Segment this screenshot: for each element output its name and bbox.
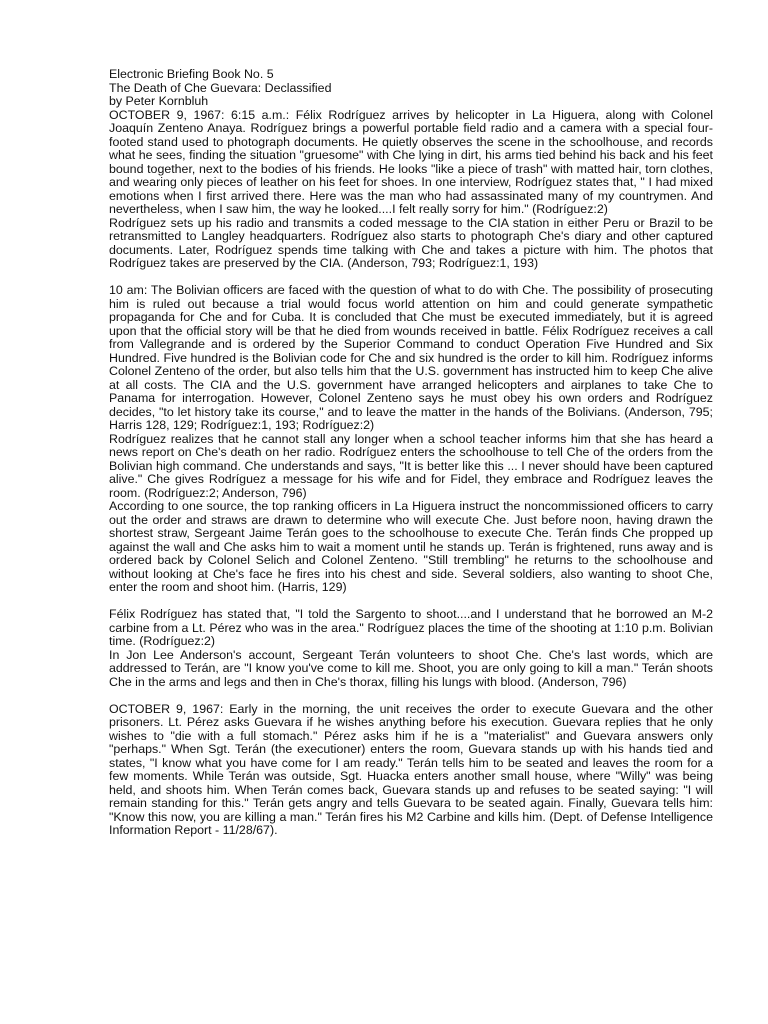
paragraph-arrival: OCTOBER 9, 1967: 6:15 a.m.: Félix Rodríguez arrives by helicopter in La Higuera, along with Colonel Joaquín Zenteno Anaya. Rodríguez brings a powerful portable field radio and a camera with a special four-footed stand used to photograph documents. He quietly observes the scene in the schoolhouse, and records what he sees, finding the situation "gruesome" with Che lying in dirt, his arms tied behind his back and his feet bound together, next to the bodies of his friends. He looks "like a piece of trash" with matted hair, torn clothes, and wearing only pieces of leather on his feet for shoes. In one interview, Rodríguez states that, " I had mixed emotions when I first arrived there. Here was the man who had assassinated many of my countrymen. And nevertheless, when I saw him, the way he looked....I felt really sorry for him." (Rodríguez:2)	[109, 107, 713, 216]
paragraph-gap	[109, 689, 713, 703]
author-byline: by Peter Kornbluh	[109, 94, 209, 108]
paragraph-gap	[109, 595, 713, 609]
paragraph-ten-am-decision: 10 am: The Bolivian officers are faced with the question of what to do with Che. The possibility of prosecuting him is ruled out because a trial would focus world attention on him and could generate sympathetic propaganda for Che and for Cuba. It is concluded that Che must be executed immediately, but it is agreed upon that the official story will be that he died from wounds received in battle. Félix Rodríguez receives a call from Vallegrande and is ordered by the Superior Command to conduct Operation Five Hundred and Six Hundred. Five hundred is the Bolivian code for Che and six hundred is the order to kill him. Rodríguez informs Colonel Zenteno of the order, but also tells him that the U.S. government has instructed him to keep Che alive at all costs. The CIA and the U.S. government have arranged helicopters and airplanes to take Che to Panama for interrogation. However, Colonel Zenteno says he must obey his own orders and Rodríguez decides, "to let history take its course," and to leave the matter in the hands of the Bolivians. (Anderson, 795; Harris 128, 129; Rodríguez:1, 193; Rodríguez:2)	[109, 283, 713, 432]
paragraph-rodriguez-statement: Félix Rodríguez has stated that, "I told the Sargento to shoot....and I understand that he borrowed an M-2 carbine from a Lt. Pérez who was in the area." Rodríguez places the time of the shooting at 1:10 p.m. Bolivian time. (Rodríguez:2)	[109, 607, 713, 648]
document-page	[109, 68, 713, 838]
paragraph-anderson-account: In Jon Lee Anderson's account, Sergeant Terán volunteers to shoot Che. Che's last words, which are addressed to Terán, are "I know you've come to kill me. Shoot, you are only going to kill a man." Terán shoots Che in the arms and legs and then in Che's thorax, filling his lungs with blood. (Anderson, 796)	[109, 647, 713, 689]
briefing-book-series: Electronic Briefing Book No. 5	[109, 67, 274, 81]
paragraph-school-teacher: Rodríguez realizes that he cannot stall any longer when a school teacher informs him that she has heard a news report on Che's death on her radio. Rodríguez enters the schoolhouse to tell Che of the orders from the Bolivian high command. Che understands and says, "It is better like this ... I never should have been captured alive." Che gives Rodríguez a message for his wife and for Fidel, they embrace and Rodríguez leaves the room. (Rodríguez:2; Anderson, 796)	[109, 431, 713, 500]
document-title: The Death of Che Guevara: Declassified	[109, 80, 332, 95]
paragraph-gap	[109, 271, 713, 285]
paragraph-radio-photos: Rodríguez sets up his radio and transmits a coded message to the CIA station in either Peru or Brazil to be retransmitted to Langley headquarters. Rodríguez also starts to photograph Che's diary and other captured documents. Later, Rodríguez spends time talking with Che and takes a picture with him. The photos that Rodríguez takes are preserved by the CIA. (Anderson, 793; Rodríguez:1, 193)	[109, 215, 713, 270]
paragraph-straws-drawn: According to one source, the top ranking officers in La Higuera instruct the noncommissioned officers to carry out the order and straws are drawn to determine who will execute Che. Just before noon, having drawn the shortest straw, Sergeant Jaime Terán goes to the schoolhouse to execute Che. Terán finds Che propped up against the wall and Che asks him to wait a moment until he stands up. Terán is frightened, runs away and is ordered back by Colonel Selich and Colonel Zenteno. "Still trembling" he returns to the schoolhouse and without looking at Che's face he fires into his chest and side. Several soldiers, also wanting to shoot Che, enter the room and shoot him. (Harris, 129)	[109, 499, 713, 594]
paragraph-dod-report: OCTOBER 9, 1967: Early in the morning, the unit receives the order to execute Guevara and the other prisoners. Lt. Pérez asks Guevara if he wishes anything before his execution. Guevara replies that he only wishes to "die with a full stomach." Pérez asks him if he is a "materialist" and Guevara answers only "perhaps." When Sgt. Terán (the executioner) enters the room, Guevara stands up with his hands tied and states, "I know what you have come for I am ready." Terán tells him to be seated and leaves the room for a few moments. While Terán was outside, Sgt. Huacka enters another small house, where "Willy" was being held, and shoots him. When Terán comes back, Guevara stands up and refuses to be seated saying: "I will remain standing for this." Terán gets angry and tells Guevara to be seated again. Finally, Guevara tells him: "Know this now, you are killing a man." Terán fires his M2 Carbine and kills him. (Dept. of Defense Intelligence Information Report - 11/28/67).	[109, 701, 713, 837]
